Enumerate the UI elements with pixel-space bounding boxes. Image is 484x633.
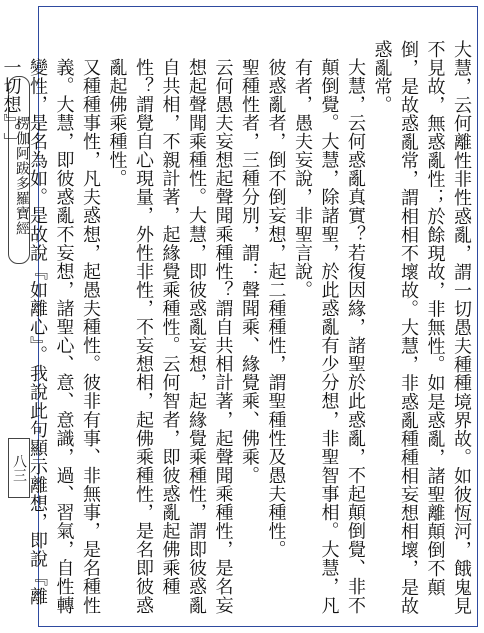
book-title-label: 楞伽阿跋多羅寶經 [8, 76, 30, 264]
paragraph-2: 大慧，云何惑亂真實？若復因緣，諸聖於此惑亂，不起顛倒覺、非不顛倒覺。大慧，除諸聖，於此惑亂有少分想，非聖智事相。大慧，凡有者，愚夫妄說，非聖言說。 [292, 58, 366, 615]
paragraph-4: 聖種性者，三種分別，謂：聲聞乘、緣覺乘、佛乘。 [239, 58, 260, 485]
paragraph-3: 彼惑亂者，倒不倒妄想，起二種種性，謂聖種性及愚夫種性。 [265, 58, 287, 559]
page-number: 八三 [8, 438, 30, 498]
paragraph-6: 又種種事性，凡夫惑想，起愚夫種性。彼非有事、非無事，是名種性義。大慧，即彼惑亂不妄想，諸聖心、意、意識，過、習氣，自性轉變性，是名為如。是故說『如離心』。我說此句顯示離想，即說『離一切想』。」 [0, 58, 101, 615]
paragraph-1: 大慧，云何離性非性惑亂，謂一切愚夫種種境界故。如彼恆河，餓鬼見不見故，無惑亂性；於餘現故，非無性。如是惑亂，諸聖離顛倒不顛倒，是故惑亂常，謂相相不壞故。大慧，非惑亂種種相妄想相壞，是故惑亂常。 [371, 40, 472, 616]
paragraph-5: 云何愚夫妄想起聲聞乘種性？謂自共相計著，起聲聞乘種性，是名妄想起聲聞乘種性。大慧，即彼惑亂妄想，起緣覺乘種性，謂即彼惑亂自共相，不親計著，起緣覺乘種性。云何智者，即彼惑亂起佛乘種性？謂覺自心現量，外性非性，不妄想相，起佛乘種性，是名即彼惑亂起佛乘種性。 [106, 58, 234, 615]
